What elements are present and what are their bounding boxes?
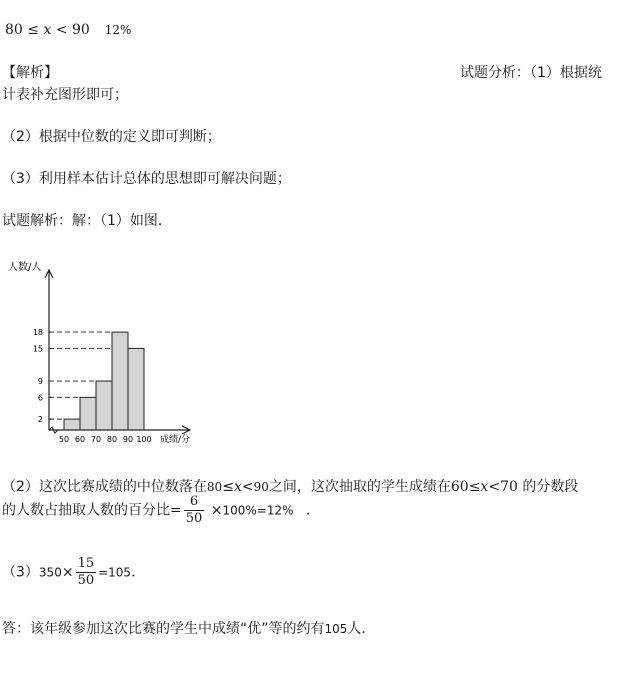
fraction-6-50: $\frac{6}{50}$ [185,494,203,526]
range-right: 90 [72,22,90,38]
percent-value: 12% [104,23,132,37]
histogram-chart [0,250,220,450]
fraction-15-50: $\frac{15}{50}$ [77,556,95,588]
y-tick-9: 9 [37,377,43,387]
x-axis-label: 成绩/分 [160,435,191,445]
y-axis-label: 人数/人 [8,262,42,273]
point1-number: （1） [530,65,560,81]
y-tick-15: 15 [32,344,43,354]
part2-line1: （2）这次比赛成绩的中位数落在80≤x<90之间，这次抽取的学生成绩在60≤x<70 的分数段 [2,479,579,495]
part3: （3）350× $\frac{15}{50}$ =105． [2,556,146,588]
bar-50-60 [64,419,80,430]
y-tick-18: 18 [32,328,43,338]
x-tick-60: 60 [74,435,86,444]
analysis-header: 【解析】 [2,65,58,81]
x-tick-50: 50 [58,435,70,444]
le-symbol: ≤ [27,22,40,38]
x-tick-90: 90 [122,435,134,444]
lt-symbol: < [55,22,68,38]
y-tick-6: 6 [37,393,43,403]
y-tick-2: 2 [37,415,43,425]
final-answer: 答：该年级参加这次比赛的学生中成绩“优”等的约有105人． [2,621,376,637]
bar-80-90 [112,332,128,430]
bar-90-100 [128,348,144,430]
range-left: 80 [5,22,23,38]
bar-70-80 [96,381,112,430]
analysis-intro: 试题分析：（1）根据统 [460,65,602,81]
solution-line1: 试题解析：解：（1）如图． [2,213,172,229]
point3: （3）利用样本估计总体的思想即可解决问题； [2,171,291,187]
part2-line2: 的人数占抽取人数的百分比= $\frac{6}{50}$ ×100%=12% ． [2,494,320,526]
x-tick-100: 100 [136,435,152,444]
x-ticks [59,435,152,444]
x-tick-80: 80 [106,435,118,444]
point1-text: 根据统 [559,65,602,81]
x-tick-70: 70 [90,435,102,444]
variable-x: x [43,22,52,38]
point1-continuation: 计表补充图形即可； [2,87,128,103]
point2: （2）根据中位数的定义即可判断； [2,129,221,145]
top-answer-line [5,22,131,38]
bar-60-70 [80,397,96,430]
